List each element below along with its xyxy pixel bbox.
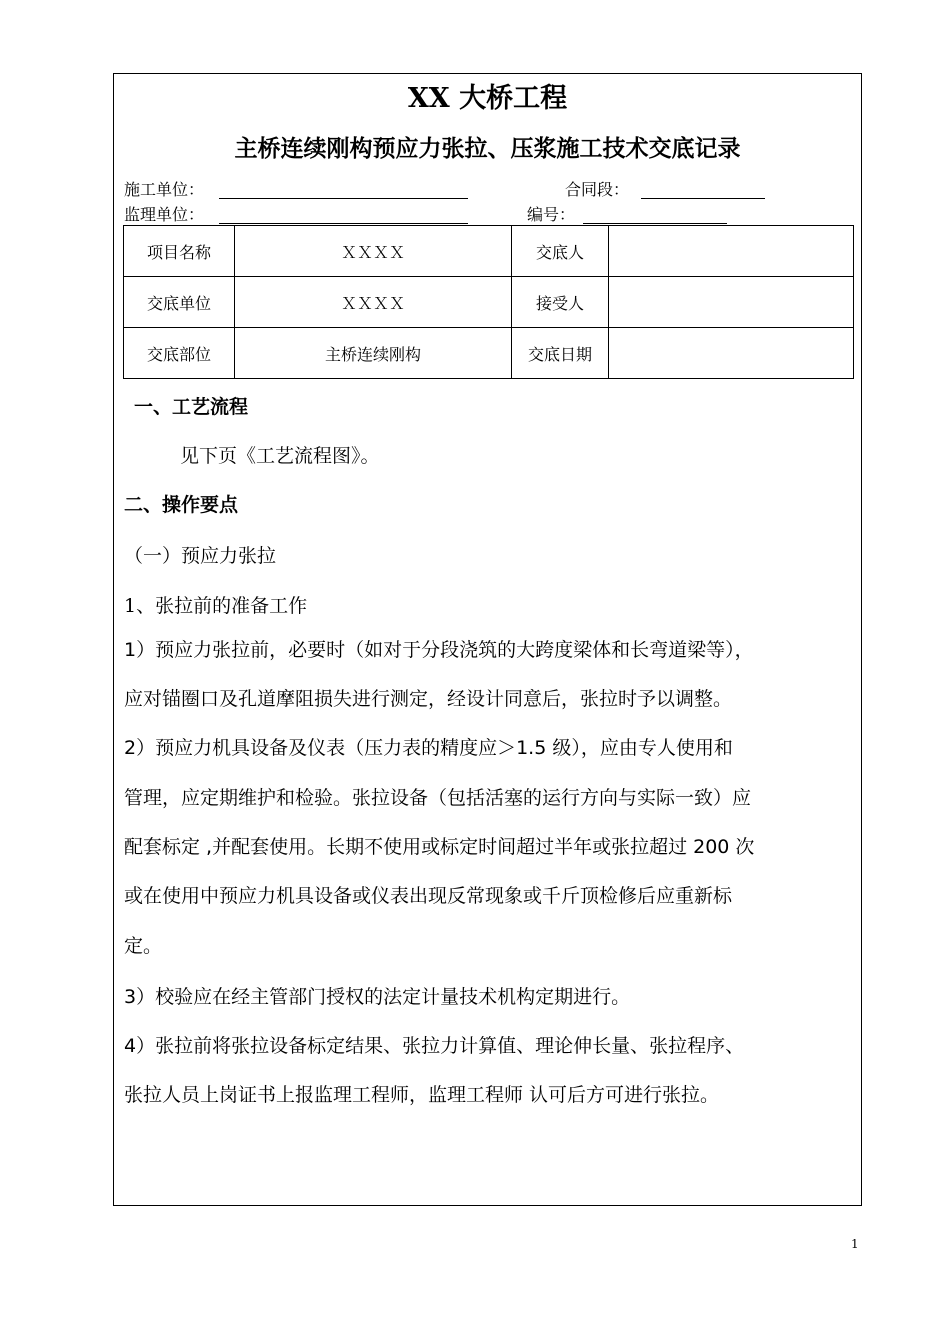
info-table — [123, 225, 854, 379]
paragraph-line: 配套标定 ,并配套使用。长期不使用或标定时间超过半年或张拉超过 200 次 — [124, 836, 755, 858]
table-row — [124, 277, 854, 328]
document-frame — [113, 73, 862, 1206]
subsection-heading: （一）预应力张拉 — [124, 545, 277, 567]
contract-section-field — [641, 198, 765, 199]
table-cell-value: 主桥连续刚构 — [235, 328, 512, 379]
table-row — [124, 328, 854, 379]
item-heading: 1、张拉前的准备工作 — [124, 595, 308, 617]
section-heading: 一、工艺流程 — [134, 396, 249, 418]
table-cell-label: 交底人 — [512, 226, 609, 277]
section-heading: 二、操作要点 — [124, 494, 239, 516]
table-cell-label: 交底日期 — [512, 328, 609, 379]
paragraph-line: 张拉人员上岗证书上报监理工程师，监理工程师 认可后方可进行张拉。 — [124, 1084, 720, 1106]
paragraph-line: 4）张拉前将张拉设备标定结果、张拉力计算值、理论伸长量、张拉程序、 — [124, 1035, 745, 1057]
table-cell-label: 项目名称 — [124, 226, 235, 277]
paragraph-line: 2）预应力机具设备及仪表（压力表的精度应＞1.5 级），应由专人使用和 — [124, 737, 733, 759]
table-row — [124, 226, 854, 277]
table-cell-value: ＸＸＸＸ — [235, 277, 512, 328]
paragraph-line: 应对锚圈口及孔道摩阻损失进行测定，经设计同意后，张拉时予以调整。 — [124, 688, 733, 710]
table-cell-label: 交底部位 — [124, 328, 235, 379]
contract-section-label: 合同段： — [565, 180, 630, 199]
table-cell-value — [609, 226, 854, 277]
table-cell-label: 交底单位 — [124, 277, 235, 328]
table-cell-value — [609, 328, 854, 379]
document-title: XX 大桥工程 — [407, 83, 568, 114]
page-number: 1 — [851, 1237, 859, 1251]
table-cell-value — [609, 277, 854, 328]
number-label: 编号： — [527, 205, 576, 224]
paragraph-line: 定。 — [124, 935, 163, 957]
paragraph-line: 管理，应定期维护和检验。张拉设备（包括活塞的运行方向与实际一致）应 — [124, 787, 752, 809]
construction-unit-field — [219, 198, 468, 199]
number-field — [583, 223, 727, 224]
supervision-unit-label: 监理单位： — [124, 205, 205, 224]
table-cell-value: ＸＸＸＸ — [235, 226, 512, 277]
supervision-unit-field — [219, 223, 468, 224]
section-text: 见下页《工艺流程图》。 — [180, 445, 380, 467]
paragraph-line: 1）预应力张拉前，必要时（如对于分段浇筑的大跨度梁体和长弯道梁等）， — [124, 639, 754, 661]
paragraph-line: 或在使用中预应力机具设备或仪表出现反常现象或千斤顶检修后应重新标 — [124, 885, 733, 907]
paragraph-line: 3）校验应在经主管部门授权的法定计量技术机构定期进行。 — [124, 986, 631, 1008]
construction-unit-label: 施工单位： — [124, 180, 205, 199]
document-subtitle: 主桥连续刚构预应力张拉、压浆施工技术交底记录 — [234, 135, 741, 162]
table-cell-label: 接受人 — [512, 277, 609, 328]
